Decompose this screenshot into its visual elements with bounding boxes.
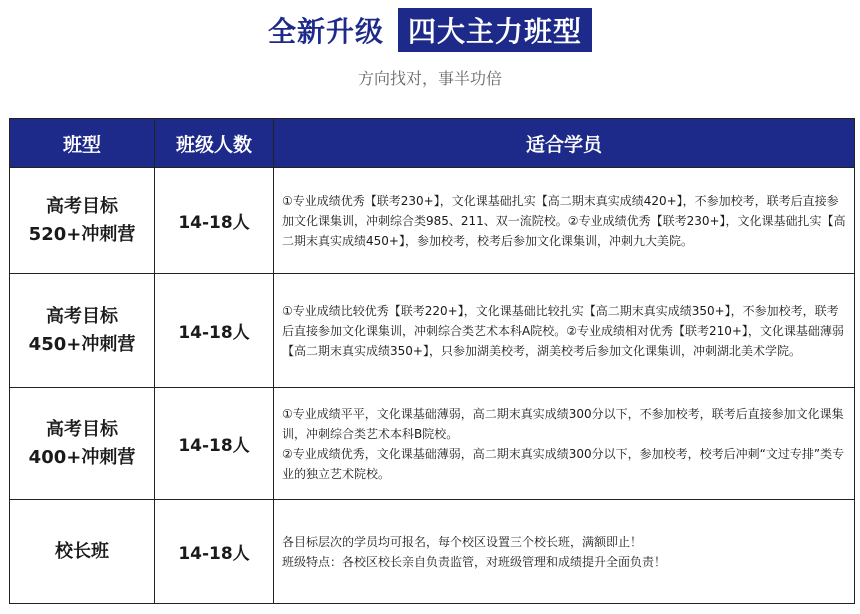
table-row: [10, 168, 855, 274]
class-type-line1: 校长班: [55, 540, 109, 562]
class-type-line1: 高考目标: [46, 195, 118, 217]
column-header-class-type: 班型: [10, 119, 155, 168]
column-header-suitable-students: 适合学员: [274, 119, 855, 168]
suitable-students-cell: [274, 168, 855, 274]
description-text: ①专业成绩优秀【联考230+】，文化课基础扎实【高二期末真实成绩420+】，不参加校考，联考后直接参加文化课集训，冲刺综合类985、211、双一流院校。②专业成绩优秀【联考230+】，文化课基础扎实【高二期末真实成绩450+】，参加校考，校考后参加文化课集训，冲刺九大美院。: [282, 193, 846, 248]
class-type-cell: [10, 168, 155, 274]
suitable-students-cell: [274, 500, 855, 604]
class-size-cell: 14-18人: [155, 274, 274, 388]
class-type-line2: 520+冲刺营: [28, 223, 136, 245]
class-type-line2: 400+冲刺营: [28, 446, 136, 468]
class-types-table: [9, 118, 855, 604]
description-text: ②专业成绩优秀，文化课基础薄弱，高二期末真实成绩300分以下，参加校考，校考后冲刺“文过专排”类专业的独立艺术院校。: [282, 446, 845, 481]
class-size-cell: 14-18人: [155, 388, 274, 500]
table-header-row: [10, 119, 855, 168]
page-title: 全新升级: [267, 15, 384, 48]
class-type-cell: [10, 500, 155, 604]
suitable-students-cell: [274, 274, 855, 388]
description-text: 各目标层次的学员均可报名，每个校区设置三个校长班，满额即止！: [282, 534, 643, 549]
class-type-line1: 高考目标: [46, 305, 118, 327]
table-row: [10, 500, 855, 604]
table-row: [10, 274, 855, 388]
suitable-students-cell: [274, 388, 855, 500]
class-type-line2: 450+冲刺营: [28, 333, 136, 355]
page-title-highlight: 四大主力班型: [398, 8, 592, 52]
class-size-cell: 14-18人: [155, 500, 274, 604]
class-type-line1: 高考目标: [46, 418, 118, 440]
table-row: [10, 388, 855, 500]
description-text: 班级特点：各校区校长亲自负责监管，对班级管理和成绩提升全面负责！: [282, 554, 667, 569]
description-text: ①专业成绩平平，文化课基础薄弱，高二期末真实成绩300分以下，不参加校考，联考后直接参加文化课集训，冲刺综合类艺术本科B院校。: [282, 406, 844, 441]
column-header-class-size: 班级人数: [155, 119, 274, 168]
title-row: [0, 8, 860, 52]
class-size-cell: 14-18人: [155, 168, 274, 274]
class-type-cell: [10, 388, 155, 500]
class-type-cell: [10, 274, 155, 388]
description-text: ①专业成绩比较优秀【联考220+】，文化课基础比较扎实【高二期末真实成绩350+】，不参加校考，联考后直接参加文化课集训，冲刺综合类艺术本科A院校。②专业成绩相对优秀【联考210+】，文化课基础薄弱【高二期末真实成绩350+】，只参加湖美校考，湖美校考后参加文化课集训，冲刺湖北美术学院。: [282, 303, 844, 358]
page-subtitle: 方向找对，事半功倍: [357, 69, 502, 88]
